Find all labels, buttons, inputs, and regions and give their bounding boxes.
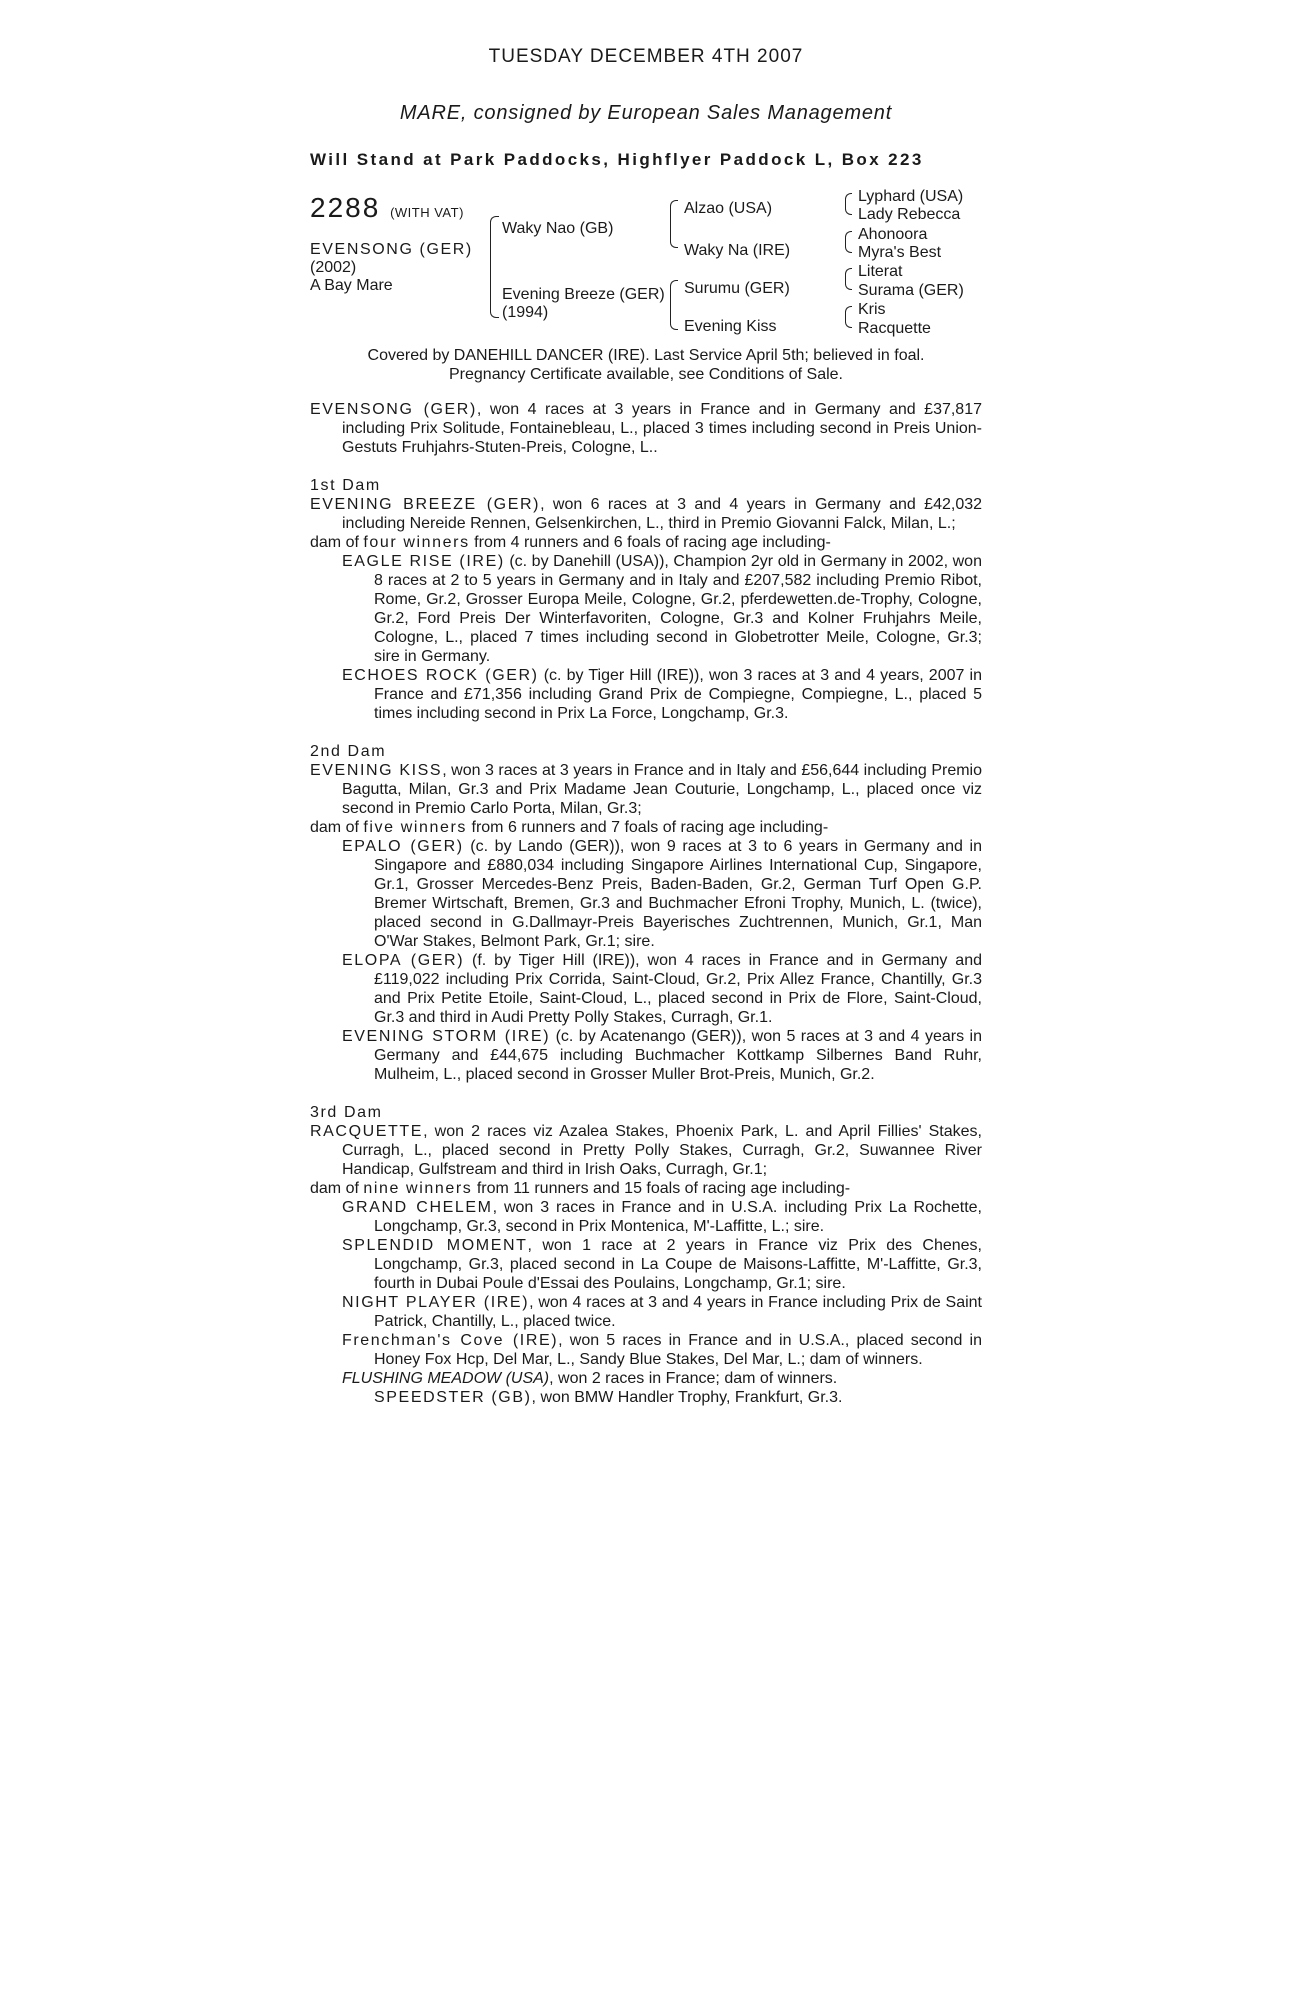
sire-sire: Alzao (USA) [684, 200, 773, 217]
vat-note: (WITH VAT) [390, 205, 464, 220]
gen3-2: Lady Rebecca [858, 206, 961, 223]
first-dam-text: , won 6 races at 3 and 4 years in Germany and £42,032 including Nereide Rennen, Gelsenkirchen, L., third in Premio Giovanni Falck, Milan, L.; [342, 496, 983, 532]
offspring-entry: ECHOES ROCK (GER) (c. by Tiger Hill (IRE)), won 3 races at 3 and 4 years, 2007 in France and £71,356 including Grand Prix de Compiegne, Compiegne, L., placed 5 times including second in Prix La Force, Longchamp, Gr.3. [342, 667, 982, 722]
gen3-4: Myra's Best [858, 244, 942, 261]
brace-g3-3 [845, 268, 852, 290]
grandchild-entry: SPEEDSTER (GB), won BMW Handler Trophy, Frankfurt, Gr.3. [374, 1389, 843, 1406]
second-dam-heading: 2nd Dam [310, 743, 387, 760]
offspring-name: EAGLE RISE (IRE) [342, 553, 505, 570]
dam-name: Evening Breeze (GER) [502, 286, 665, 303]
third-dam-name: RACQUETTE [310, 1123, 424, 1140]
offspring-entry: Frenchman's Cove (IRE), won 5 races in France and in U.S.A., placed second in Honey Fox Hcp, Del Mar, L., Sandy Blue Stakes, Del Mar, L.; dam of winners. [342, 1332, 982, 1368]
third-dam-text: , won 2 races viz Azalea Stakes, Phoenix Park, L. and April Fillies' Stakes, Curragh, L., placed second in Pretty Polly Stakes, Curragh, Gr.2, Suwannee River Handicap, Gulfstream and third in Irish Oaks, Curragh, Gr.1; [342, 1123, 982, 1178]
sire-dam: Waky Na (IRE) [684, 242, 791, 259]
pedigree-table [310, 186, 982, 346]
record-text: , won 4 races at 3 years in France and in Germany and £37,817 including Prix Solitude, Fontainebleau, L., placed 3 times including second in Preis Union-Gestuts Fruhjahrs-Stuten-Preis, Cologne, L.. [342, 401, 983, 456]
offspring-name: GRAND CHELEM [342, 1199, 493, 1216]
granddam-offspring-entry: FLUSHING MEADOW (USA), won 2 races in France; dam of winners. [342, 1370, 838, 1387]
second-dam-text: , won 3 races at 3 years in France and in Italy and £56,644 including Premio Bagutta, Milan, Gr.3 and Prix Madame Jean Couturie, Longchamp, L., placed once viz second in Premio Carlo Porta, Milan, Gr.3; [342, 762, 982, 817]
dam-dam: Evening Kiss [684, 318, 777, 335]
offspring-name: EVENING STORM (IRE) [342, 1028, 551, 1045]
second-dam-record [310, 761, 982, 818]
second-dam-produce: dam of five winners from 6 runners and 7 foals of racing age including- [310, 819, 829, 836]
record-horse-name: EVENSONG (GER) [310, 401, 477, 418]
offspring-entry: EVENING STORM (IRE) (c. by Acatenango (GER)), won 5 races at 3 and 4 years in Germany and £44,675 including Buchmacher Kottkamp Silbernes Band Ruhr, Mulheim, L., placed second in Grosser Muller Brot-Preis, Munich, Gr.2. [342, 1028, 982, 1083]
offspring-entry: EAGLE RISE (IRE) (c. by Danehill (USA)), Champion 2yr old in Germany in 2002, won 8 races at 2 to 5 years in Germany and in Italy and £207,582 including Premio Ribot, Rome, Gr.2, Grosser Europa Meile, Cologne, Gr.2, pferdewetten.de-Trophy, Cologne, Gr.2, Ford Preis Der Winterfavoriten, Cologne, Gr.3 and Kolner Fruhjahrs Meile, Cologne, L., placed 7 times including second in Globetrotter Meile, Cologne, Gr.3; sire in Germany. [342, 553, 982, 665]
offspring-name: EPALO (GER) [342, 838, 464, 855]
offspring-entry: NIGHT PLAYER (IRE), won 4 races at 3 and 4 years in France including Prix de Saint Patrick, Chantilly, L., placed twice. [342, 1294, 982, 1330]
brace-gen1 [490, 216, 499, 318]
brace-sire-line [670, 200, 678, 248]
gen3-8: Racquette [858, 320, 931, 337]
dam-year: (1994) [502, 304, 549, 321]
gen3-7: Kris [858, 301, 886, 318]
second-dam-winners-count: five winners [363, 819, 468, 836]
gen3-5: Literat [858, 263, 903, 280]
horse-year: (2002) [310, 259, 357, 276]
offspring-name: Frenchman's Cove (IRE) [342, 1332, 559, 1349]
offspring-name: FLUSHING MEADOW (USA) [342, 1370, 550, 1387]
grandchild-name: SPEEDSTER (GB) [374, 1389, 532, 1406]
third-dam-produce: dam of nine winners from 11 runners and 15 foals of racing age including- [310, 1180, 851, 1197]
offspring-name: SPLENDID MOMENT [342, 1237, 528, 1254]
produce-record [310, 400, 982, 1407]
first-dam-record [310, 495, 982, 533]
gen3-6: Surama (GER) [858, 282, 964, 299]
covered-note [310, 346, 982, 384]
first-dam-produce: dam of four winners from 4 runners and 6 foals of racing age including- [310, 534, 831, 551]
gen3-3: Ahonoora [858, 226, 928, 243]
offspring-entry: EPALO (GER) (c. by Lando (GER)), won 9 races at 3 to 6 years in Germany and in Singapore and £880,034 including Singapore Airlines International Cup, Singapore, Gr.1, Grosser Mercedes-Benz Preis, Baden-Baden, Gr.2, German Turf Open G.P. Bremer Wirtschaft, Bremen, Gr.3 and Buchmacher Efroni Trophy, Munich, L. (twice), placed second in G.Dallmayr-Preis Bayerisches Zuchtrennen, Munich, Gr.1, Man O'War Stakes, Belmont Park, Gr.1; sire. [342, 838, 982, 950]
third-dam-record [310, 1122, 982, 1179]
stabling-location: Will Stand at Park Paddocks, Highflyer Paddock L, Box 223 [310, 150, 924, 169]
third-dam-winners-count: nine winners [363, 1180, 473, 1197]
second-dam-name: EVENING KISS [310, 762, 443, 779]
covered-line-1: Covered by DANEHILL DANCER (IRE). Last Service April 5th; believed in foal. [367, 347, 925, 364]
offspring-name: ECHOES ROCK (GER) [342, 667, 539, 684]
offspring-name: ELOPA (GER) [342, 952, 465, 969]
covered-line-2: Pregnancy Certificate available, see Conditions of Sale. [449, 366, 843, 383]
first-dam-heading: 1st Dam [310, 477, 381, 494]
offspring-name: NIGHT PLAYER (IRE) [342, 1294, 530, 1311]
sire-name: Waky Nao (GB) [502, 220, 614, 237]
brace-g3-1 [845, 193, 852, 215]
first-dam-name: EVENING BREEZE (GER) [310, 496, 541, 513]
brace-dam-line [670, 280, 678, 330]
brace-g3-2 [845, 231, 852, 253]
gen3-1: Lyphard (USA) [858, 188, 964, 205]
brace-g3-4 [845, 306, 852, 328]
offspring-entry: GRAND CHELEM, won 3 races in France and in U.S.A. including Prix La Rochette, Longchamp, Gr.3, second in Prix Montenica, M'-Laffitte, L.; sire. [342, 1199, 982, 1235]
offspring-entry: ELOPA (GER) (f. by Tiger Hill (IRE)), won 4 races in France and in Germany and £119,022 including Prix Corrida, Saint-Cloud, Gr.2, Prix Allez France, Chantilly, Gr.3 and Prix Petite Etoile, Saint-Cloud, L., placed second in Prix de Flore, Saint-Cloud, Gr.3 and third in Audi Pretty Polly Stakes, Curragh, Gr.1. [342, 952, 982, 1026]
third-dam-heading: 3rd Dam [310, 1104, 383, 1121]
dam-sire: Surumu (GER) [684, 280, 790, 297]
horse-name: EVENSONG (GER) [310, 241, 473, 258]
sale-date: TUESDAY DECEMBER 4TH 2007 [488, 46, 804, 67]
horse-record [310, 400, 982, 457]
offspring-entry: SPLENDID MOMENT, won 1 race at 2 years in France viz Prix des Chenes, Longchamp, Gr.3, placed second in La Coupe de Maisons-Laffitte, M'-Laffitte, Gr.3, fourth in Dubai Poule d'Essai des Poulains, Longchamp, Gr.1; sire. [342, 1237, 983, 1292]
lot-number: 2288 (WITH VAT) [310, 192, 464, 223]
first-dam-winners-count: four winners [363, 534, 470, 551]
consignment-line: MARE, consigned by European Sales Management [399, 102, 893, 124]
horse-description: A Bay Mare [310, 277, 393, 294]
